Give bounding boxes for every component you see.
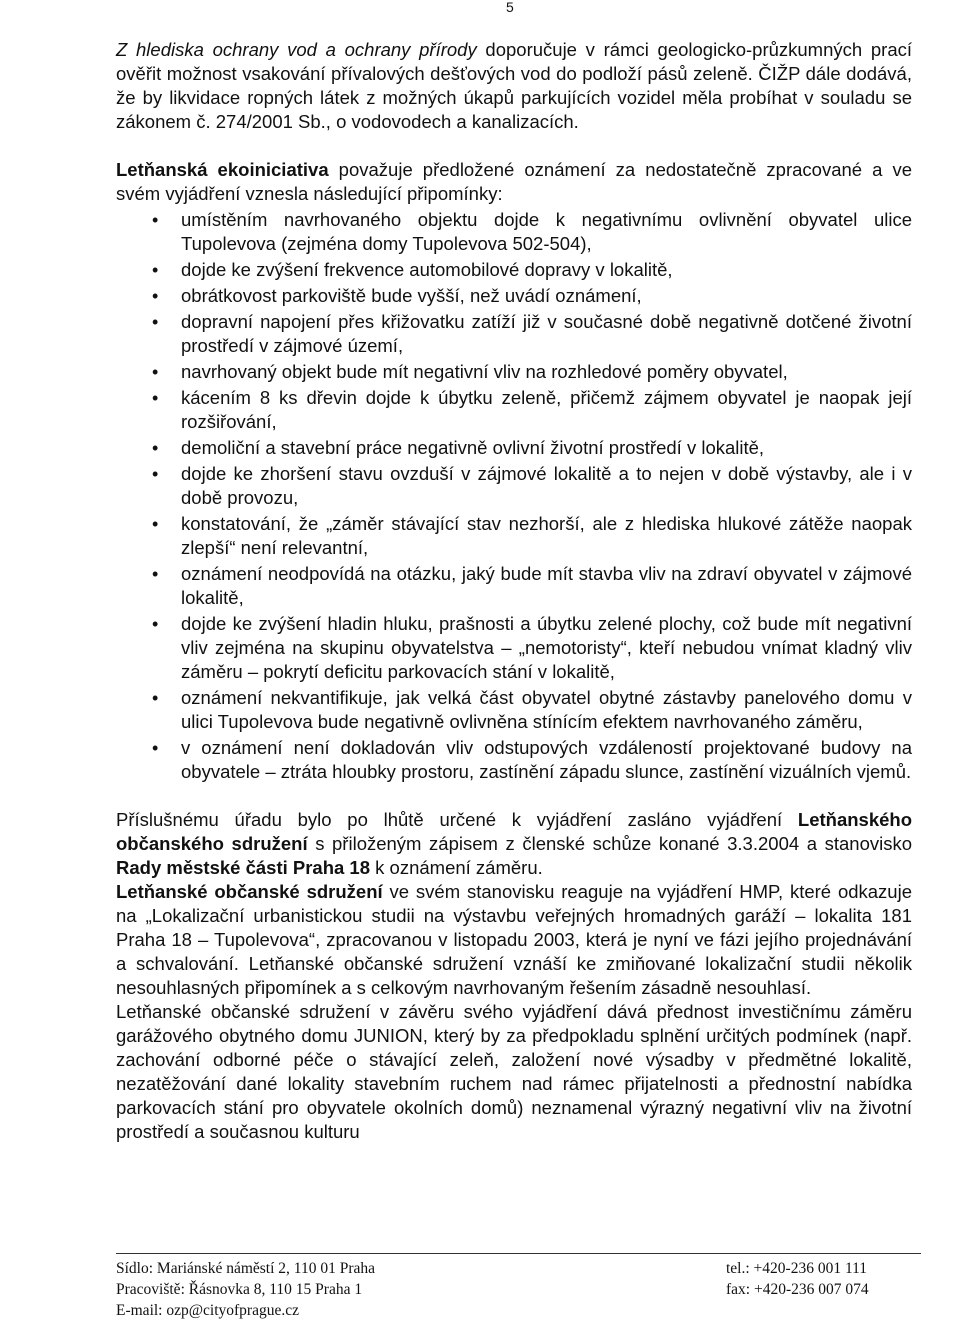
association-bold-lead: Letňanské občanské sdružení [116,881,383,902]
initiative-paragraph [116,158,912,206]
bullet-icon: • [152,738,159,758]
list-item: • konstatování, že „záměr stávající stav nezhorší, ale z hlediska hlukové zátěže naopak zlepší“ není relevantní, [152,513,912,558]
intro-italic-lead: Z hlediska ochrany vod a ochrany přírody [116,39,477,60]
list-item: • dopravní napojení přes křižovatku zatíží již v současné době negativně dotčené životní prostředí v zájmové území, [152,311,912,356]
bullet-icon: • [152,614,159,634]
office-bold-council: Rady městské části Praha 18 [116,857,371,878]
bullet-icon: • [152,210,159,230]
bullet-icon: • [152,438,159,458]
list-item: • obrátkovost parkoviště bude vyšší, než uvádí oznámení, [152,285,642,306]
bullet-icon: • [152,688,159,708]
list-item: • kácením 8 ks dřevin dojde k úbytku zeleně, přičemž zájmem obyvatel je naopak její rozšiřování, [152,387,912,432]
initiative-text: považuje předložené oznámení za nedostatečně zpracované a ve svém vyjádření vznesla následující připomínky: [116,159,913,204]
list-item: • dojde ke zvýšení frekvence automobilové dopravy v lokalitě, [152,259,673,280]
bullet-icon: • [152,286,159,306]
bullet-icon: • [152,312,159,332]
bullet-icon: • [152,260,159,280]
objections-list [116,208,912,784]
association-paragraph-2: Letňanské občanské sdružení v závěru svého vyjádření dává přednost investičnímu záměru garážového obytného domu JUNION, který by za předpokladu splnění určitých podmínek (např. zachování odborné péče o stávající zeleň, založení nové výsadby v předmětné lokalitě, nezatěžování dané lokality stavebním ruchem nad rámec přijatelnosti a přednostní nabídka parkovacích stání pro obyvatele okolních domů) neznamenal výrazný negativní vliv na životní prostředí a současnou kulturu [116,1001,912,1142]
footer-seat: Sídlo: Mariánské náměstí 2, 110 01 Praha [116,1260,376,1277]
bullet-icon: • [152,464,159,484]
footer-workplace: Pracoviště: Řásnovka 8, 110 15 Praha 1 [116,1281,363,1298]
document-body [116,38,912,1144]
list-item: • umístěním navrhovaného objektu dojde k negativnímu ovlivnění obyvatel ulice Tupolevova (zejména domy Tupolevova 502-504), [152,209,912,254]
bullet-icon: • [152,388,159,408]
footer-email[interactable]: E-mail: ozp@cityofprague.cz [116,1302,299,1319]
footer-fax: fax: +420-236 007 074 [726,1281,869,1298]
association-paragraph: Letňanské občanské sdružení ve svém stanovisku reaguje na vyjádření HMP, které odkazuje na „Lokalizační urbanistickou studii na výstavbu veřejných hromadných garáží – lokalita 181 Praha 18 – Tupolevova“, zpracovanou v listopadu 2003, která je nyní ve fázi jejího projednávání a schvalování. Letňanské občanské sdružení vznáší ke zmiňované lokalizační studii několik nesouhlasných připomínek a s celkovým navrhovaným řešením zásadně nesouhlasí. [116,881,912,998]
list-item: • oznámení nekvantifikuje, jak velká část obyvatel obytné zástavby panelového domu v ulici Tupolevova bude negativně ovlivněna stínícím efektem navrhovaného záměru, [152,687,912,732]
list-item: • navrhovaný objekt bude mít negativní vliv na rozhledové poměry obyvatel, [152,361,788,382]
intro-paragraph [116,38,912,134]
bullet-icon: • [152,514,159,534]
intro-text: doporučuje v rámci geologicko-průzkumných prací ověřit možnost vsakování přívalových dešťových vod do podloží pásů zeleně. ČIŽP dále dodává, že by likvidace ropných látek z možných úkapů parkujících vozidel měla probíhat v souladu se zákonem č. 274/2001 Sb., o vodovodech a kanalizacích. [116,39,912,132]
office-bold-association: Letňanského občanského sdružení [116,809,912,854]
footer-tel: tel.: +420-236 001 111 [726,1260,868,1277]
bullet-icon: • [152,564,159,584]
list-item: • dojde ke zhoršení stavu ovzduší v zájmové lokalitě a to nejen v době výstavby, ale i v době provozu, [152,463,912,508]
office-paragraph: Příslušnému úřadu bylo po lhůtě určené k vyjádření zasláno vyjádření Letňanského občanského sdružení s přiloženým zápisem z členské schůze konané 3.3.2004 a stanovisko Rady městské části Praha 18 k oznámení záměru. [116,809,913,878]
page-number: 5 [506,0,514,15]
footer [116,1258,921,1321]
list-item: • v oznámení není dokladován vliv odstupových vzdáleností projektované budovy na obyvatele – ztráta hloubky prostoru, zastínění západu slunce, zastínění vizuálních vjemů. [152,737,912,782]
bullet-icon: • [152,362,159,382]
initiative-bold-lead: Letňanská ekoiniciativa [116,159,329,180]
list-item: • dojde ke zvýšení hladin hluku, prašnosti a úbytku zelené plochy, což bude mít negativní vliv zejména na skupinu obyvatelstva – „nemotoristy“, kteří nebudou vnímat kladný vliv záměru – pokrytí deficitu parkovacích stání v lokalitě, [152,613,912,682]
list-item: • oznámení neodpovídá na otázku, jaký bude mít stavba vliv na zdraví obyvatel v zájmové lokalitě, [152,563,912,608]
footer-divider [116,1253,921,1254]
list-item: • demoliční a stavební práce negativně ovlivní životní prostředí v lokalitě, [152,437,765,458]
